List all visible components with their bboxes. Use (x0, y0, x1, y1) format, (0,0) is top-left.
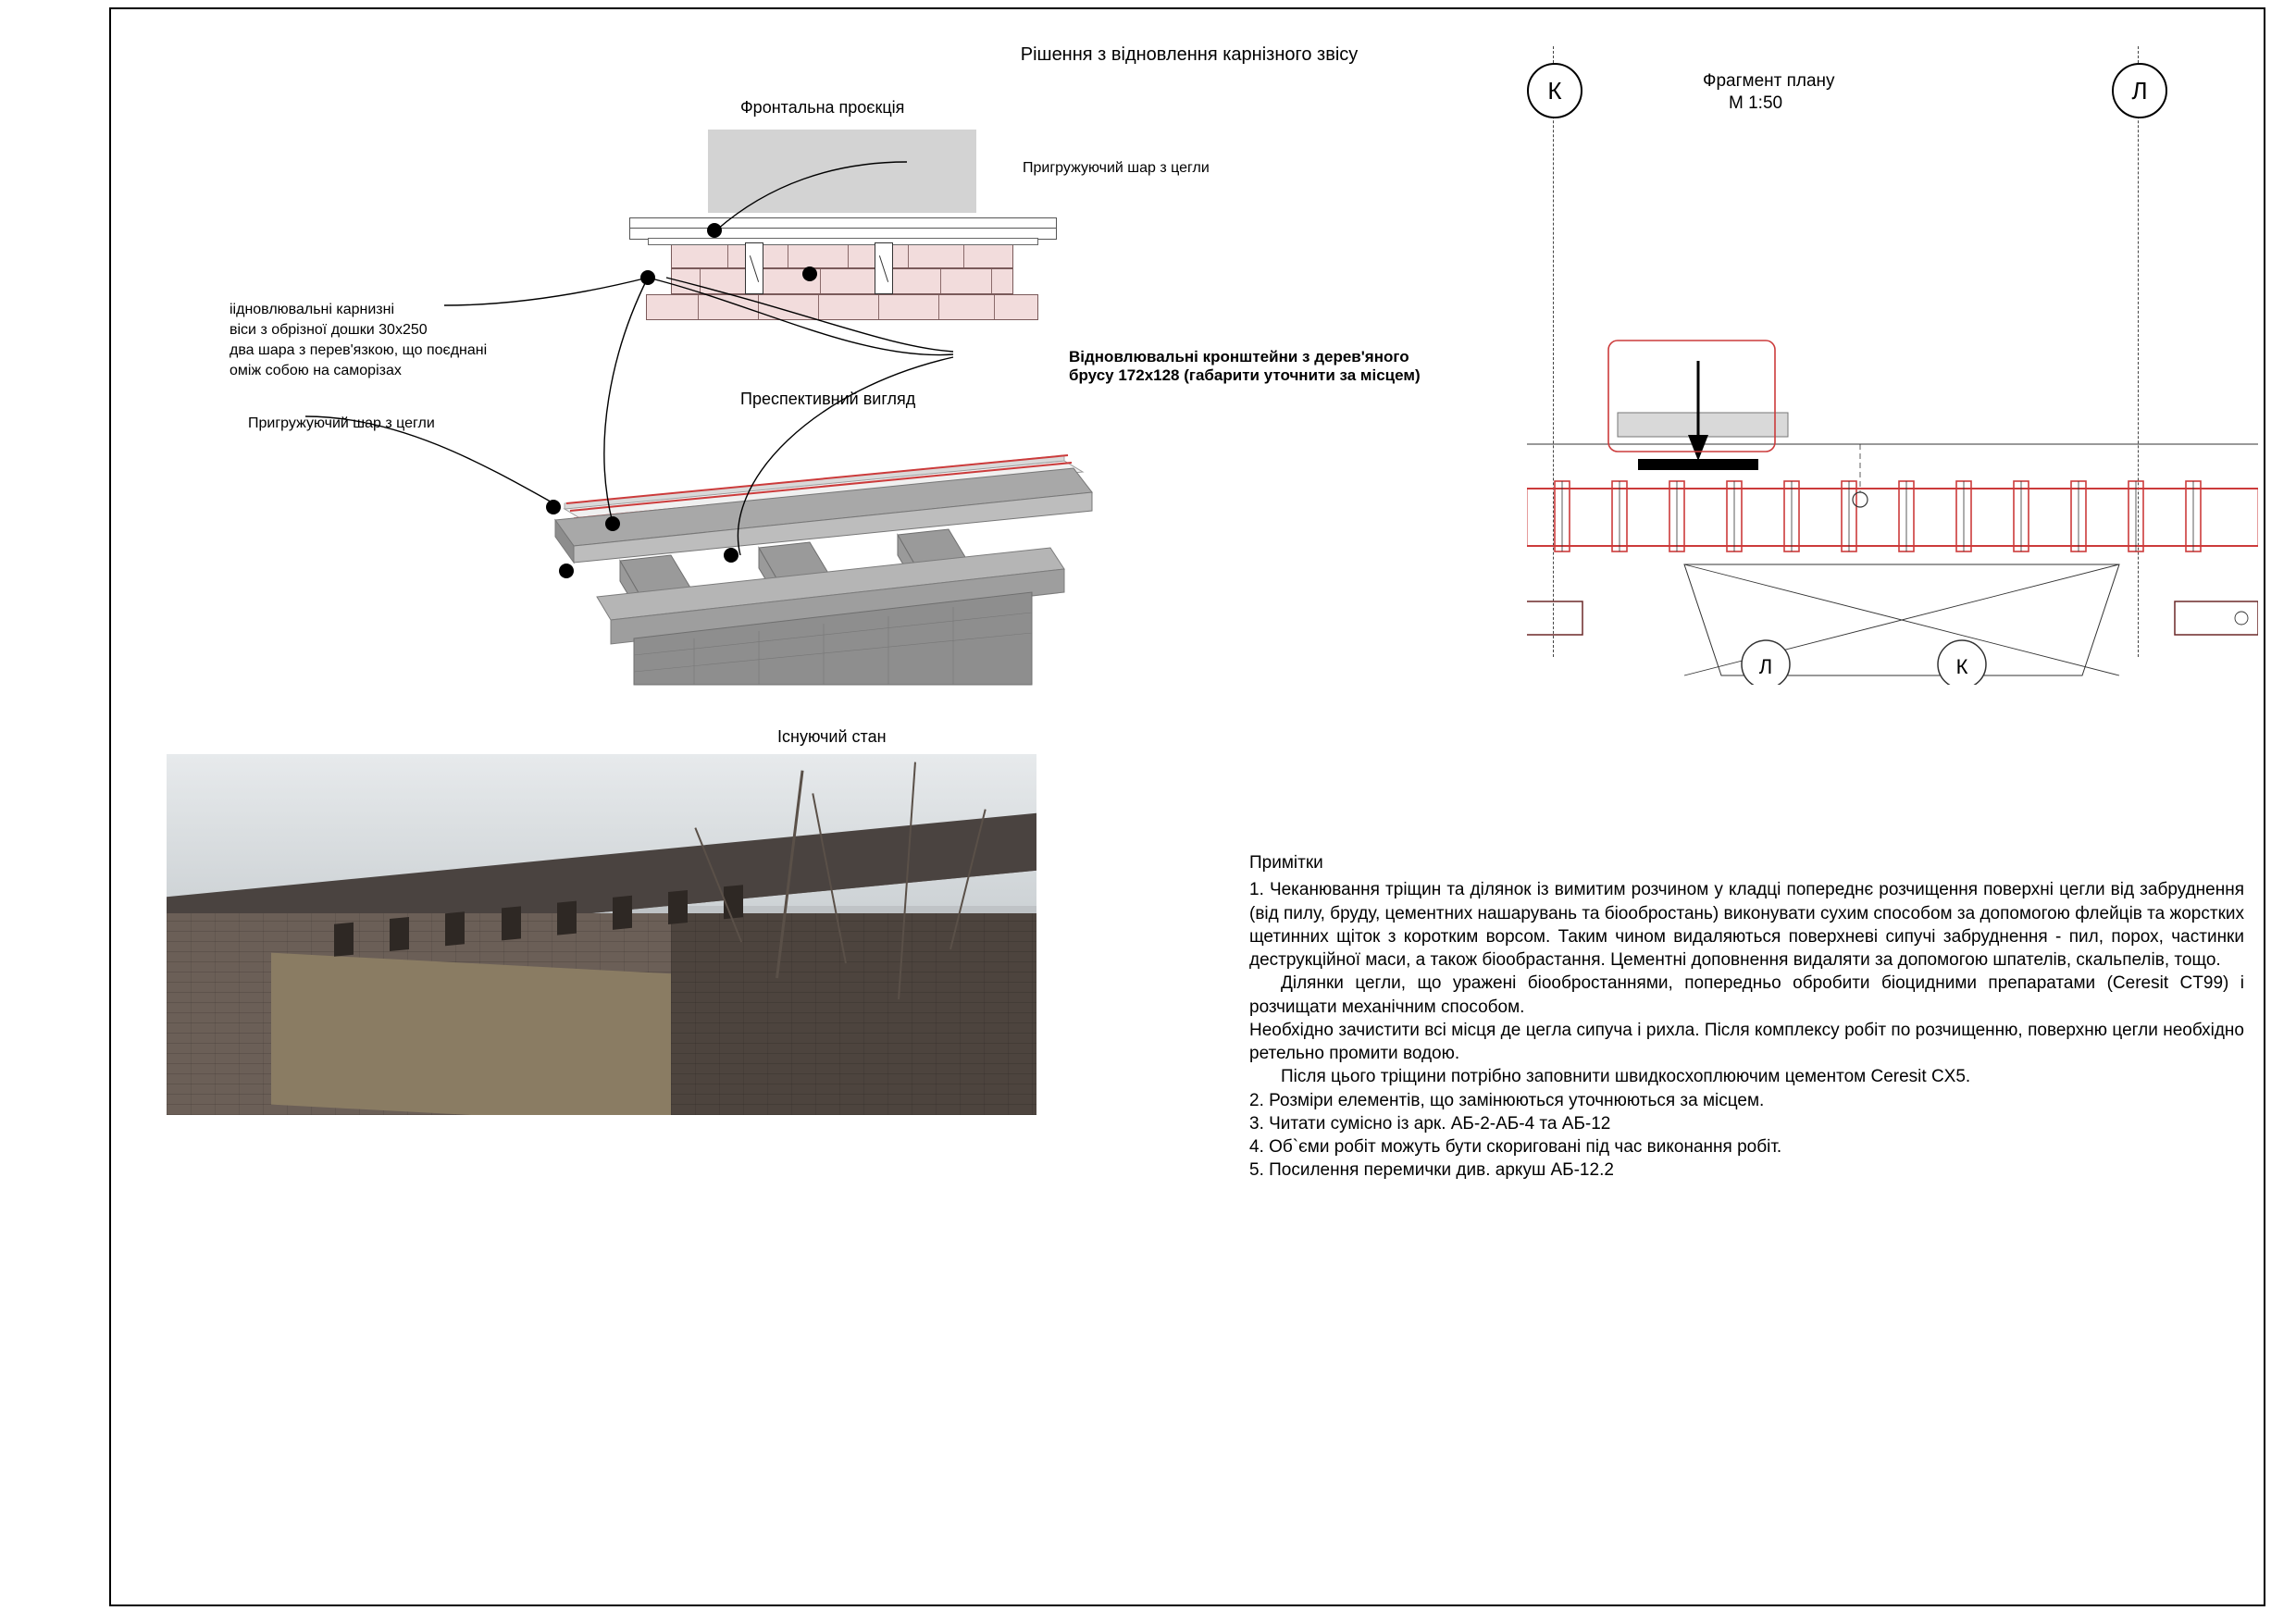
callout-cornice-boards-line2: віси з обрізної дошки 30х250 (230, 322, 428, 338)
note-item-1: 1. Чеканювання тріщин та ділянок із вимитим розчином у кладці попереднє розчищення поверхні цегли від забруднення (від пилу, бруду, цементних нашарувань та біообростань) виконувати сухим способом за допомогою флейців та жорстких щетинних щіток з коротким ворсом. Таким чином видаляються поверхневі сипучі забруднення - пил, порох, частинки деструкційної маси, а також біообрастання. Цементні доповнення видаляти за допомогою шпателів, скальпелів, тощо. (1249, 880, 2244, 971)
note-item-6: 3. Читати сумісно із арк. АБ-2-АБ-4 та АБ-12 (1249, 1113, 1611, 1134)
note-item-5: 2. Розміри елементів, що замінюються уточнюються за місцем. (1249, 1090, 1765, 1110)
perspective-drawing (509, 407, 1157, 703)
plan-title-line1: Фрагмент плану (1703, 71, 1835, 91)
axis-marker-k: К (1527, 63, 1582, 118)
plan-fragment-drawing (1527, 46, 2258, 685)
plan-title-line2: М 1:50 (1729, 93, 1783, 113)
existing-condition-photo (167, 754, 1036, 1115)
notes-block (1249, 851, 2244, 1183)
callout-ballast-top-label: Пригружуючий шар з цегли (1023, 160, 1210, 176)
callout-cornice-boards-line3: два шара з перев'язкою, що поєднані (230, 342, 488, 358)
note-item-8: 5. Посилення перемички див. аркуш АБ-12.2 (1249, 1160, 1614, 1181)
callout-cornice-boards-line1: іідновлювальні карнизні (230, 302, 395, 317)
ballast-brick-block (708, 130, 976, 213)
brick-course-3 (646, 294, 1038, 320)
note-item-3: Необхідно зачистити всі місця де цегла сипуча і рихла. Після комплексу робіт по розчищенню, поверхню цегли необхідно ретельно промити водою. (1249, 1020, 2244, 1064)
sheet-title: Рішення з відновлення карнізного звісу (1020, 44, 1359, 65)
note-item-4: Після цього тріщини потрібно заповнити швидкосхоплюючим цементом Ceresit CX5. (1281, 1067, 1971, 1087)
perspective-title: Преспективний вигляд (740, 390, 916, 408)
callout-brackets-line1: Відновлювальні кронштейни з дерев'яного (1069, 348, 1409, 365)
board-strip (648, 238, 1038, 245)
note-item-7: 4. Об`єми робіт можуть бути скориговані під час виконання робіт. (1249, 1137, 1782, 1158)
brick-course-1 (671, 242, 1013, 268)
front-projection-title: Фронтальна проєкція (740, 98, 905, 117)
callout-ballast-persp-label: Пригружуючий шар з цегли (248, 415, 435, 431)
svg-text:К: К (1955, 655, 1968, 678)
note-item-2: Ділянки цегли, що уражені біообростаннями, попередньо обробити біоцидними препаратами (Ceresit CT99) і розчищати механічним способом. (1249, 973, 2244, 1017)
notes-title: Примітки (1249, 853, 1323, 873)
drawing-sheet (109, 7, 2265, 1606)
photo-title: Існуючий стан (777, 727, 887, 746)
wooden-bracket-2 (875, 242, 893, 294)
axis-marker-l: Л (2112, 63, 2167, 118)
callout-brackets-line2: брусу 172х128 (габарити уточнити за місцем) (1069, 366, 1421, 384)
brick-course-2 (671, 268, 1013, 294)
callout-cornice-boards-line4: оміж собою на саморізах (230, 363, 402, 378)
wooden-bracket-1 (745, 242, 763, 294)
svg-text:Л: Л (1758, 655, 1773, 678)
